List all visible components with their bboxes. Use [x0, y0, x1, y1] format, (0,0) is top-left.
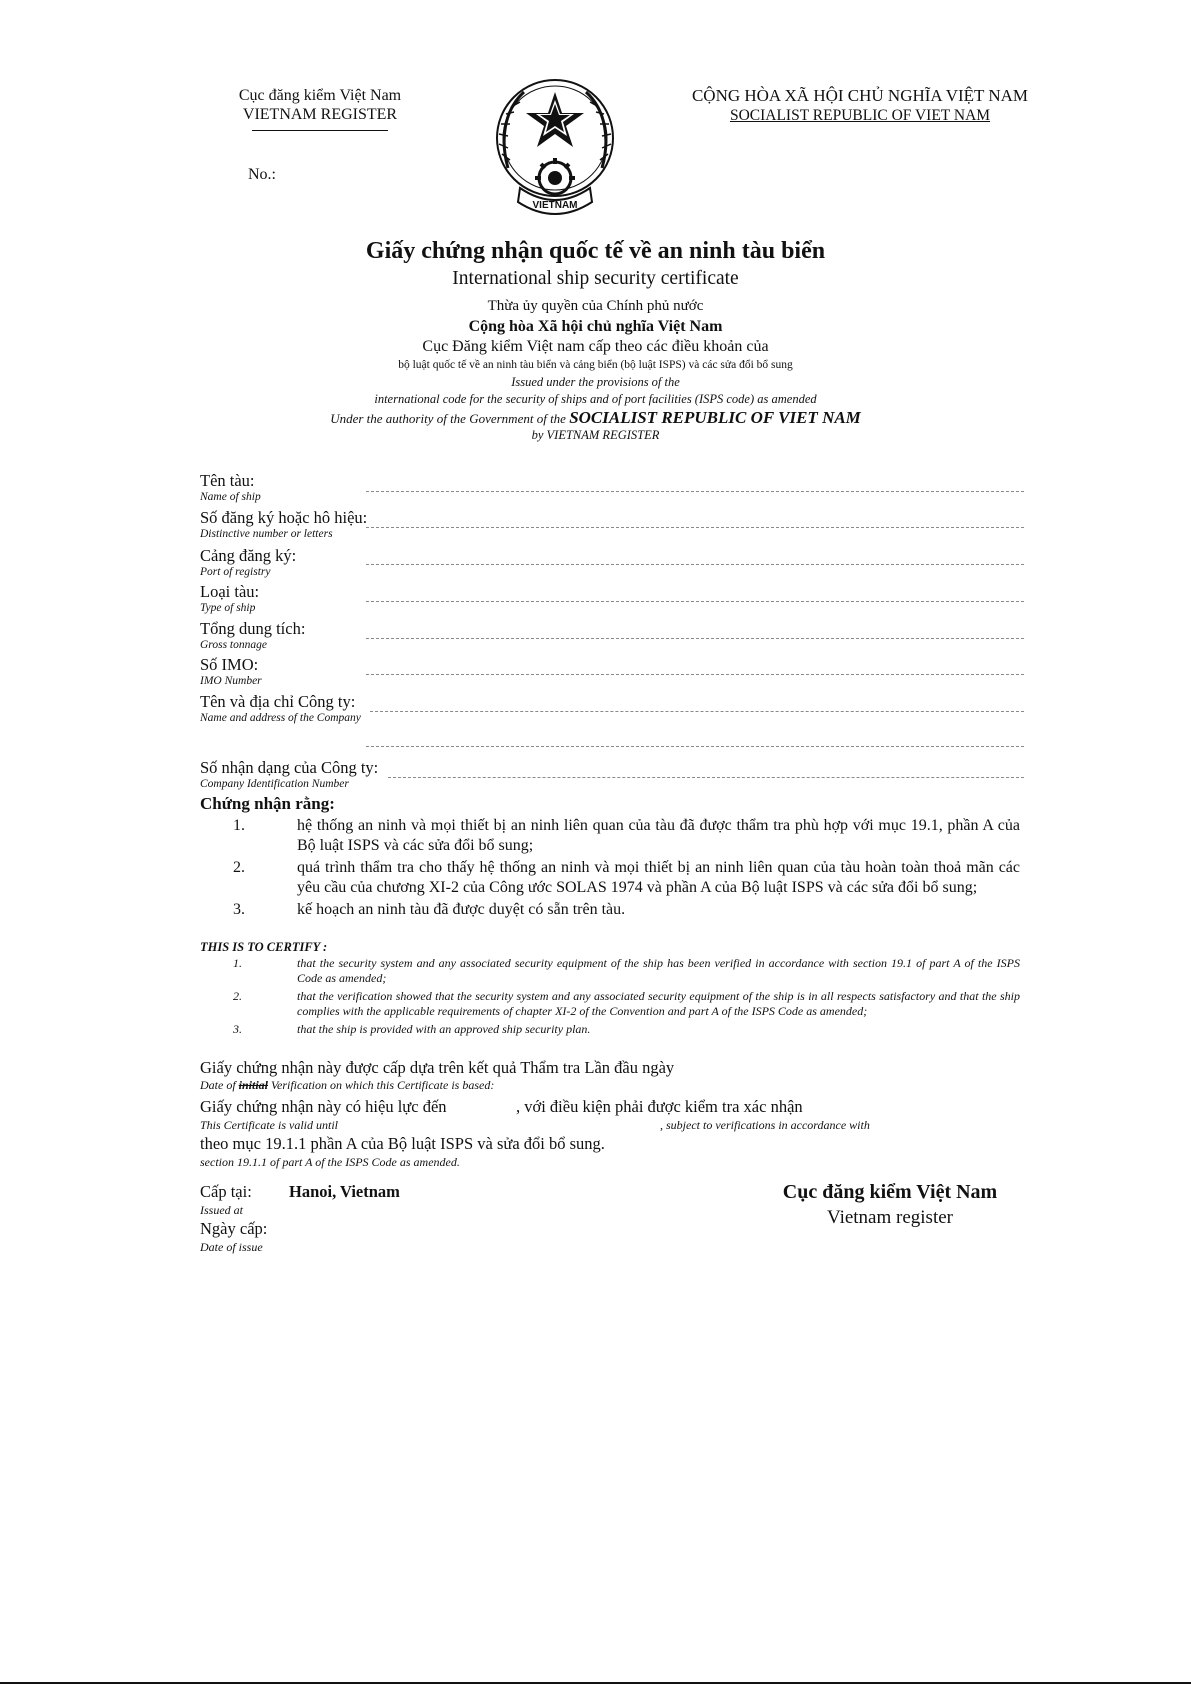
page-bottom-edge [0, 1682, 1191, 1684]
authority-line-en [0, 408, 1191, 428]
emblem-banner-text: VIETNAM [532, 200, 578, 211]
by-register-line: by VIETNAM REGISTER [531, 428, 660, 442]
isps-code-line: international code for the security of ships and of port facilities (ISPS code) as amended [374, 392, 817, 406]
list-item [200, 816, 1020, 856]
list-item [200, 900, 1020, 920]
list-item-number: 1. [233, 956, 242, 970]
list-item-text: kế hoạch an ninh tàu đã được duyệt có sẵn trên tàu. [297, 901, 626, 918]
issue-place-label: Cấp tại: [200, 1182, 252, 1201]
list-item-number: 2. [233, 859, 245, 876]
validity-text-en-b: , subject to verifications in accordance with [660, 1118, 870, 1132]
issue-date-label: Ngày cấp: [200, 1219, 268, 1238]
validity-text-en-c: section 19.1.1 of part A of the ISPS Code as amended. [200, 1155, 460, 1169]
authority-prefix-en: Under the authority of the Government of the [330, 411, 570, 426]
certificate-title-en: International ship security certificate [452, 268, 739, 289]
field-distinctive-number-input[interactable] [366, 527, 1024, 528]
field-port-registry-label-en: Port of registry [200, 566, 271, 578]
certify-heading-en: THIS IS TO CERTIFY : [200, 940, 328, 954]
field-distinctive-number-label-en: Distinctive number or letters [200, 528, 333, 540]
issue-place-label-en: Issued at [200, 1203, 243, 1217]
national-emblem-icon [490, 70, 620, 230]
list-item [200, 1022, 1020, 1037]
validity-text-vn-b: , với điều kiện phải được kiểm tra xác nhận [516, 1097, 803, 1116]
field-distinctive-number-label: Số đăng ký hoặc hô hiệu: [200, 508, 368, 527]
validity-text-vn-a: Giấy chứng nhận này có hiệu lực đến [200, 1097, 447, 1116]
certificate-title-vn: Giấy chứng nhận quốc tế về an ninh tàu biển [365, 238, 826, 264]
list-item [200, 956, 1020, 986]
authority-line-1: Thừa ủy quyền của Chính phủ nước [487, 298, 704, 314]
basis-strike-en: initial [238, 1078, 269, 1092]
issuer-name-en: VIETNAM REGISTER [242, 106, 398, 123]
list-item-text: that the security system and any associated security equipment of the ship has been verified in accordance with section 19.1 of part A of the ISPS Code as amended; [297, 956, 1020, 985]
field-ship-name-input[interactable] [366, 491, 1024, 492]
basis-prefix-en: Date of [200, 1078, 239, 1092]
field-ship-name-label-en: Name of ship [200, 491, 261, 503]
field-company-address-input-line2[interactable] [366, 746, 1024, 747]
field-imo-number-label-en: IMO Number [200, 675, 262, 687]
list-item-text: that the ship is provided with an approved ship security plan. [297, 1022, 591, 1036]
field-company-address-label-en: Name and address of the Company [200, 712, 361, 724]
field-ship-name-label: Tên tàu: [200, 471, 255, 490]
issuer-block [200, 86, 440, 131]
field-gross-tonnage-label-en: Gross tonnage [200, 639, 267, 651]
issue-date-label-en: Date of issue [200, 1240, 263, 1254]
field-gross-tonnage-label: Tổng dung tích: [200, 619, 306, 638]
validity-text-en-a: This Certificate is valid until [200, 1118, 338, 1132]
list-item [200, 858, 1020, 898]
certify-list-en [200, 956, 1020, 1037]
certify-list-vn [200, 816, 1020, 920]
field-ship-type-input[interactable] [366, 601, 1024, 602]
republic-name-vn: CỘNG HÒA XÃ HỘI CHỦ NGHĨA VIỆT NAM [691, 86, 1029, 105]
authority-line-2: Cộng hòa Xã hội chủ nghĩa Việt Nam [468, 318, 723, 335]
list-item-number: 3. [233, 1022, 242, 1036]
field-company-address-input[interactable] [370, 711, 1024, 712]
basis-text-vn: Giấy chứng nhận này được cấp dựa trên kết quả Thẩm tra Lần đầu ngày [200, 1058, 675, 1077]
authority-line-3: Cục Đăng kiểm Việt nam cấp theo các điều khoản của [422, 338, 769, 355]
issuer-name-vn: Cục đăng kiểm Việt Nam [238, 87, 402, 104]
issue-place-value: Hanoi, Vietnam [289, 1182, 400, 1201]
field-gross-tonnage-input[interactable] [366, 638, 1024, 639]
field-imo-number-input[interactable] [366, 674, 1024, 675]
list-item-text: hệ thống an ninh và mọi thiết bị an ninh liên quan của tàu đã được thẩm tra phù hợp với mục 19.1, phần A của Bộ luật ISPS và các sửa đổi bổ sung; [297, 817, 1020, 854]
field-ship-type-label-en: Type of ship [200, 602, 256, 614]
list-item-text: that the verification showed that the security system and any associated security equipment of the ship is in all respects satisfactory and that the ship complies with the applicable requirements of chapter XI-2 of the Convention and part A of the ISPS Code as amended; [297, 989, 1020, 1018]
republic-name-en: SOCIALIST REPUBLIC OF VIET NAM [729, 107, 991, 124]
issuer-divider [252, 130, 388, 131]
national-emblem [490, 70, 620, 230]
field-port-registry-label: Cảng đăng ký: [200, 546, 297, 565]
field-company-id-input[interactable] [388, 777, 1024, 778]
republic-block [660, 86, 1060, 126]
authority-line-4: bộ luật quốc tế về an ninh tàu biển và cảng biển (bộ luật ISPS) và các sửa đổi bổ sung [398, 359, 793, 371]
field-company-id-label-en: Company Identification Number [200, 778, 349, 790]
validity-text-vn-c: theo mục 19.1.1 phần A của Bộ luật ISPS và sửa đổi bổ sung. [200, 1134, 605, 1153]
basis-text-en [200, 1078, 494, 1093]
list-item-number: 1. [233, 817, 245, 834]
signing-authority-en: Vietnam register [826, 1207, 953, 1228]
field-port-registry-input[interactable] [366, 564, 1024, 565]
signing-authority-vn: Cục đăng kiểm Việt Nam [782, 1181, 998, 1203]
list-item-number: 3. [233, 901, 245, 918]
list-item [200, 989, 1020, 1019]
field-company-id-label: Số nhận dạng của Công ty: [200, 758, 379, 777]
list-item-number: 2. [233, 989, 242, 1003]
issued-under-line: Issued under the provisions of the [511, 375, 680, 389]
certificate-number-label: No.: [248, 166, 276, 183]
field-company-address-label: Tên và địa chỉ Công ty: [200, 692, 356, 711]
list-item-text: quá trình thẩm tra cho thấy hệ thống an ninh và mọi thiết bị an ninh liên quan của tàu hoàn toàn thoả mãn các yêu cầu của chương XI-2 của Công ước SOLAS 1974 và phần A của Bộ luật ISPS và các sửa đổi bổ sung; [297, 859, 1020, 896]
field-imo-number-label: Số IMO: [200, 655, 259, 674]
field-ship-type-label: Loại tàu: [200, 582, 260, 601]
certify-heading-vn: Chứng nhận rằng: [200, 794, 335, 813]
basis-suffix-en: Verification on which this Certificate is based: [268, 1078, 495, 1092]
authority-country-en: SOCIALIST REPUBLIC OF VIET NAM [569, 408, 861, 427]
